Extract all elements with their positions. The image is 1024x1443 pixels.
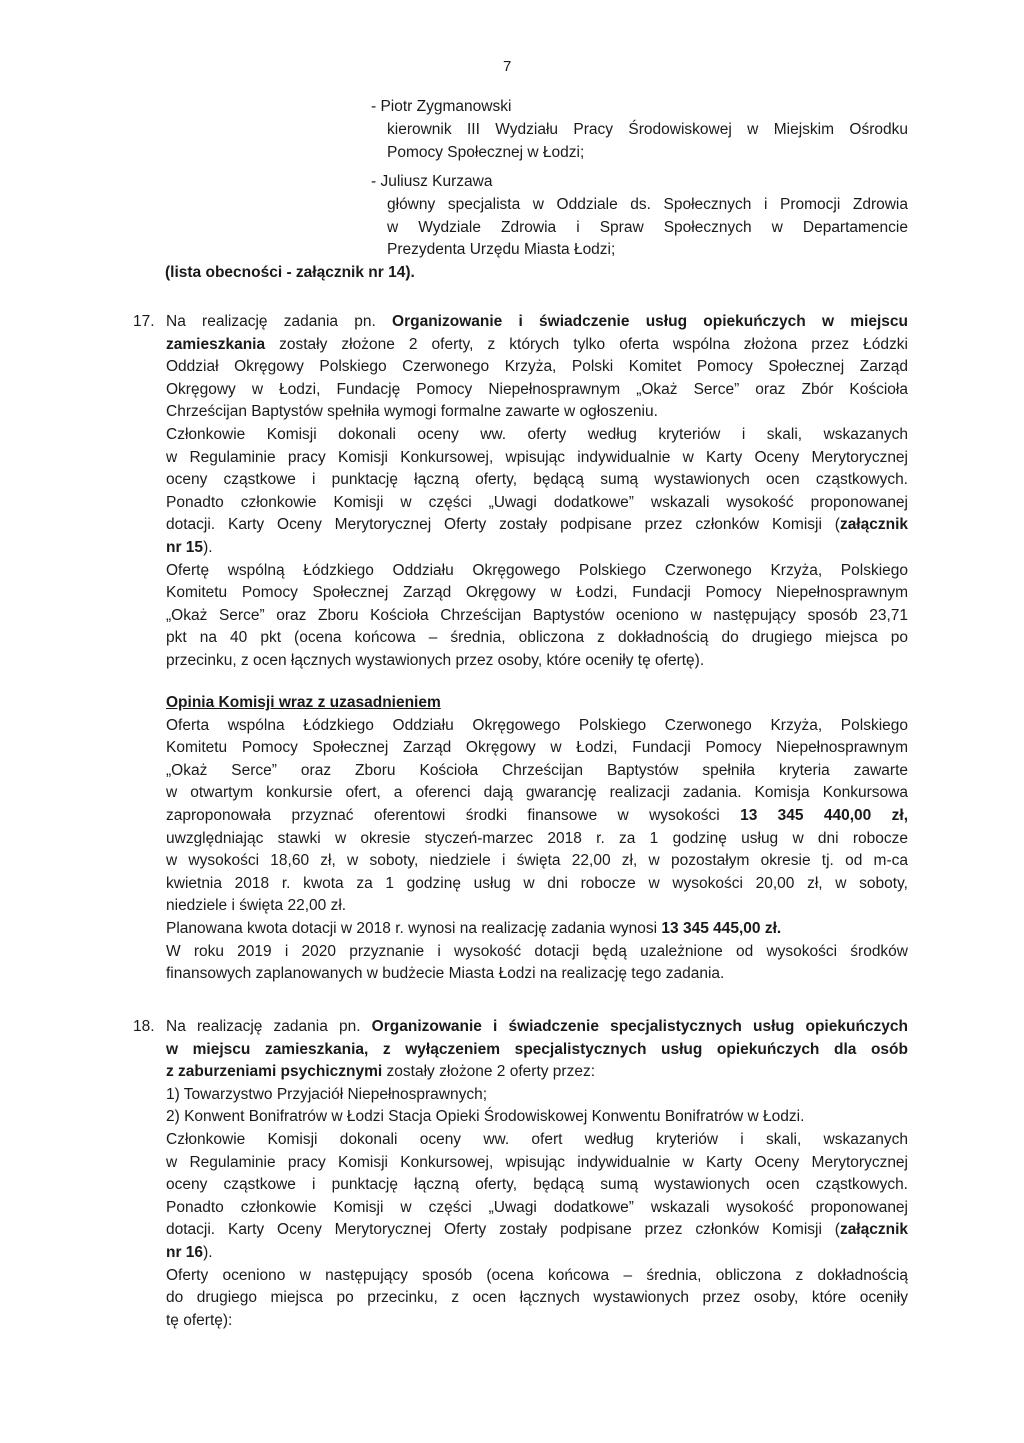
attendees-list [371,96,908,119]
attendee-name: - Juliusz Kurzawa [371,173,493,190]
attendee-role: kierownik III Wydziału Pracy Środowiskowej w Miejskim Ośrodku Pomocy Społecznej w Łodzi; [387,121,908,161]
list-item: 1) Towarzystwo Przyjaciół Niepełnosprawnych; [166,1085,488,1103]
section-18-number: 18. [133,1018,155,1035]
opinion-block: Opinia Komisji wraz z uzasadnieniem Oferta wspólna Łódzkiego Oddziału Okręgowego Polskiego Czerwonego Krzyża, Polskiego Komitetu Pomocy Społecznej Zarząd Okręgowy w Łodzi, Fundacji Pomocy Niepełnosprawnym „Okaż Serce” oraz Zboru Kościoła Chrześcijan Baptystów spełniła kryteria zawarte w otwartym konkursie ofert, a oferenci dają gwarancję realizacji zadania. Komisja Konkursowa zaproponowała przyznać oferentowi środki finansowe w wysokości 13 345 440,00 zł, uwzględniając stawki w okresie styczeń-marzec 2018 r. za 1 godzinę usług w dni robocze w wysokości 18,60 zł, w soboty, niedziele i święta 22,00 zł, w pozostałym okresie tj. od m-ca kwietnia 2018 r. kwota za 1 godzinę usług w dni robocze w wysokości 20,00 zł, w soboty, niedziele i święta 22,00 zł. Planowana kwota dotacji w 2018 r. wynosi na realizację zadania wynosi 13 345 445,00 zł. W roku 2019 i 2020 przyznanie i wysokość dotacji będą uzależnione od wysokości środków finansowych zaplanowanych w budżecie Miasta Łodzi na realizację tego zadania. [166,694,908,983]
section-17-text: Na realizację zadania pn. Organizowanie i świadczenie usług opiekuńczych w miejscu zamieszkania zostały złożone 2 oferty, z których tylko oferta wspólna złożona przez Łódzki Oddział Okręgowy Polskiego Czerwonego Krzyża, Polski Komitet Pomocy Społecznej Zarząd Okręgowy w Łodzi, Fundację Pomocy Niepełnosprawnym „Okaż Serce” oraz Zbór Kościoła Chrześcijan Baptystów spełniła wymogi formalne zawarte w ogłoszeniu. Członkowie Komisji dokonali oceny ww. oferty według kryteriów i skali, wskazanych w Regulaminie pracy Komisji Konkursowej, wpisując indywidualnie w Karty Oceny Merytorycznej oceny cząstkowe i punktację łączną oferty, będącą sumą wystawionych ocen cząstkowych. Ponadto członkowie Komisji w części „Uwagi dodatkowe” wskazali wysokość proponowanej dotacji. Karty Oceny Merytorycznej Oferty zostały podpisane przez członków Komisji (załącznik nr 15). Ofertę wspólną Łódzkiego Oddziału Okręgowego Polskiego Czerwonego Krzyża, Polskiego Komitetu Pomocy Społecznej Zarząd Okręgowy w Łodzi, Fundacji Pomocy Niepełnosprawnym „Okaż Serce” oraz Zboru Kościoła Chrześcijan Baptystów oceniono w następujący sposób 23,71 pkt na 40 pkt (ocena końcowa – średnia, obliczona z dokładnością do drugiego miejsca po przecinku, z ocen łącznych wystawionych przez osoby, które oceniły tę ofertę). [166,313,908,669]
section-18-text: Na realizację zadania pn. Organizowanie i świadczenie specjalistycznych usług opiekuńczych w miejscu zamieszkania, z wyłączeniem specjalistycznych usług opiekuńczych dla osób z zaburzeniami psychicznymi zostały złożone 2 oferty przez: 1) Towarzystwo Przyjaciół Niepełnosprawnych; 2) Konwent Bonifratrów w Łodzi Stacja Opieki Środowiskowej Konwentu Bonifratrów w Łodzi. Członkowie Komisji dokonali oceny ww. ofert według kryteriów i skali, wskazanych w Regulaminie pracy Komisji Konkursowej, wpisując indywidualnie w Karty Oceny Merytorycznej oceny cząstkowe i punktację łączną oferty, będącą sumą wystawionych ocen cząstkowych. Ponadto członkowie Komisji w części „Uwagi dodatkowe” wskazali wysokość proponowanej dotacji. Karty Oceny Merytorycznej Oferty zostały podpisane przez członków Komisji (załącznik nr 16). Oferty oceniono w następujący sposób (ocena końcowa – średnia, obliczona z dokładnością do drugiego miejsca po przecinku, z ocen łącznych wystawionych przez osoby, które oceniły tę ofertę): [166,1018,908,1329]
page-number: 7 [503,58,512,75]
attendee-role: główny specjalista w Oddziale ds. Społecznych i Promocji Zdrowia w Wydziale Zdrowia i Spraw Społecznych w Departamencie Prezydenta Urzędu Miasta Łodzi; [387,196,908,259]
section-17-number: 17. [133,313,155,330]
attendee-name: - Piotr Zygmanowski [371,98,512,115]
opinion-heading: Opinia Komisji wraz z uzasadnieniem [166,694,441,711]
attendance-note: (lista obecności - załącznik nr 14). [165,264,415,281]
list-item: 2) Konwent Bonifratrów w Łodzi Stacja Opieki Środowiskowej Konwentu Bonifratrów w Łodzi. [166,1108,805,1126]
